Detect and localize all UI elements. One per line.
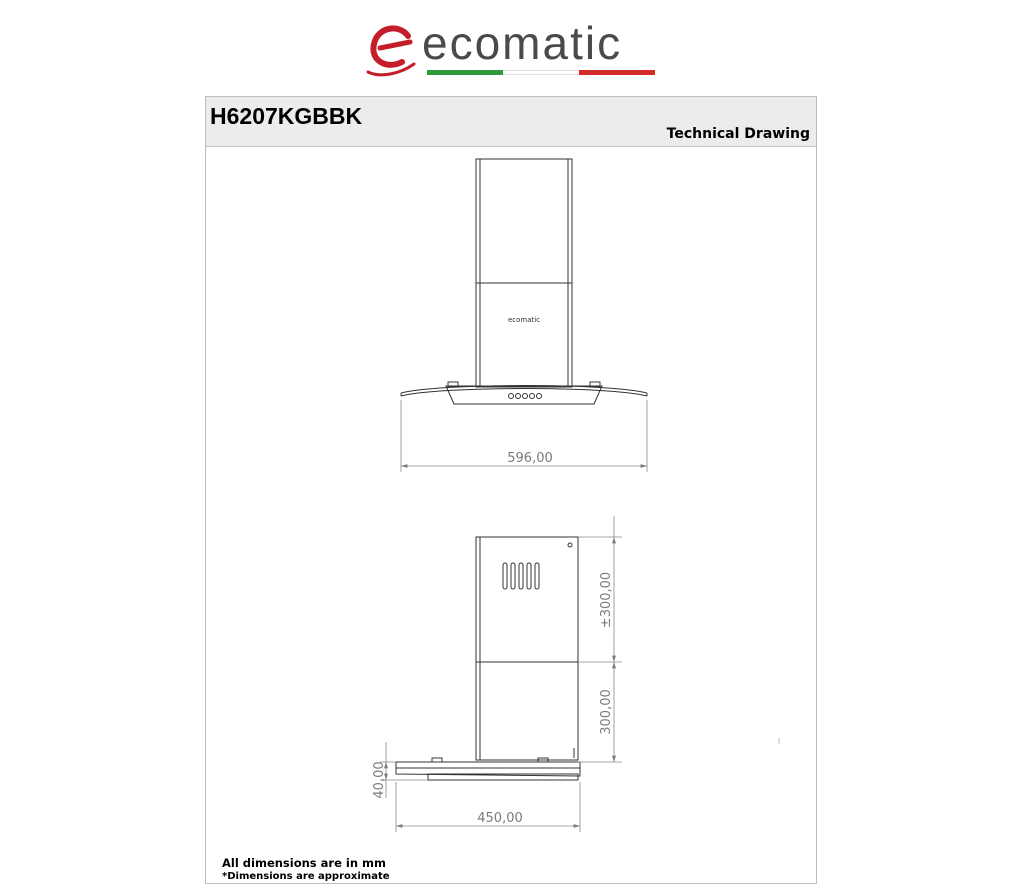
front-upper-chimney [476,159,572,283]
control-button [523,394,528,399]
sheet-subtitle: Technical Drawing [666,126,810,142]
front-view [401,159,647,404]
lower-chimney-dimension-label: 300,00 [599,689,614,735]
front-panel-logo: ecomatic [507,316,541,324]
logo-wordmark: ecomatic [422,17,623,69]
vent-slot [511,563,515,589]
front-control-buttons [509,394,542,399]
upper-chimney-dimension-label: ±300,00 [599,571,614,629]
side-upper-chimney [476,537,578,662]
control-button [537,394,542,399]
control-button [516,394,521,399]
vent-slot [519,563,523,589]
vent-slot [503,563,507,589]
front-lower-chimney [476,283,572,387]
approximate-note: *Dimensions are approximate [222,871,390,882]
vent-slot [527,563,531,589]
vent-slot [535,563,539,589]
model-number: H6207KGBBK [210,103,363,129]
side-view [396,537,580,780]
units-note: All dimensions are in mm [222,856,386,870]
side-depth-label: 450,00 [477,811,523,826]
side-lower-chimney [476,662,578,760]
canopy-height-dimension [380,742,428,798]
control-button [509,394,514,399]
side-vent-slots [503,563,539,589]
canopy-height-label: 40,00 [372,761,387,799]
front-width-label: 596,00 [507,451,553,466]
front-glass-canopy [401,389,647,397]
control-button [530,394,535,399]
